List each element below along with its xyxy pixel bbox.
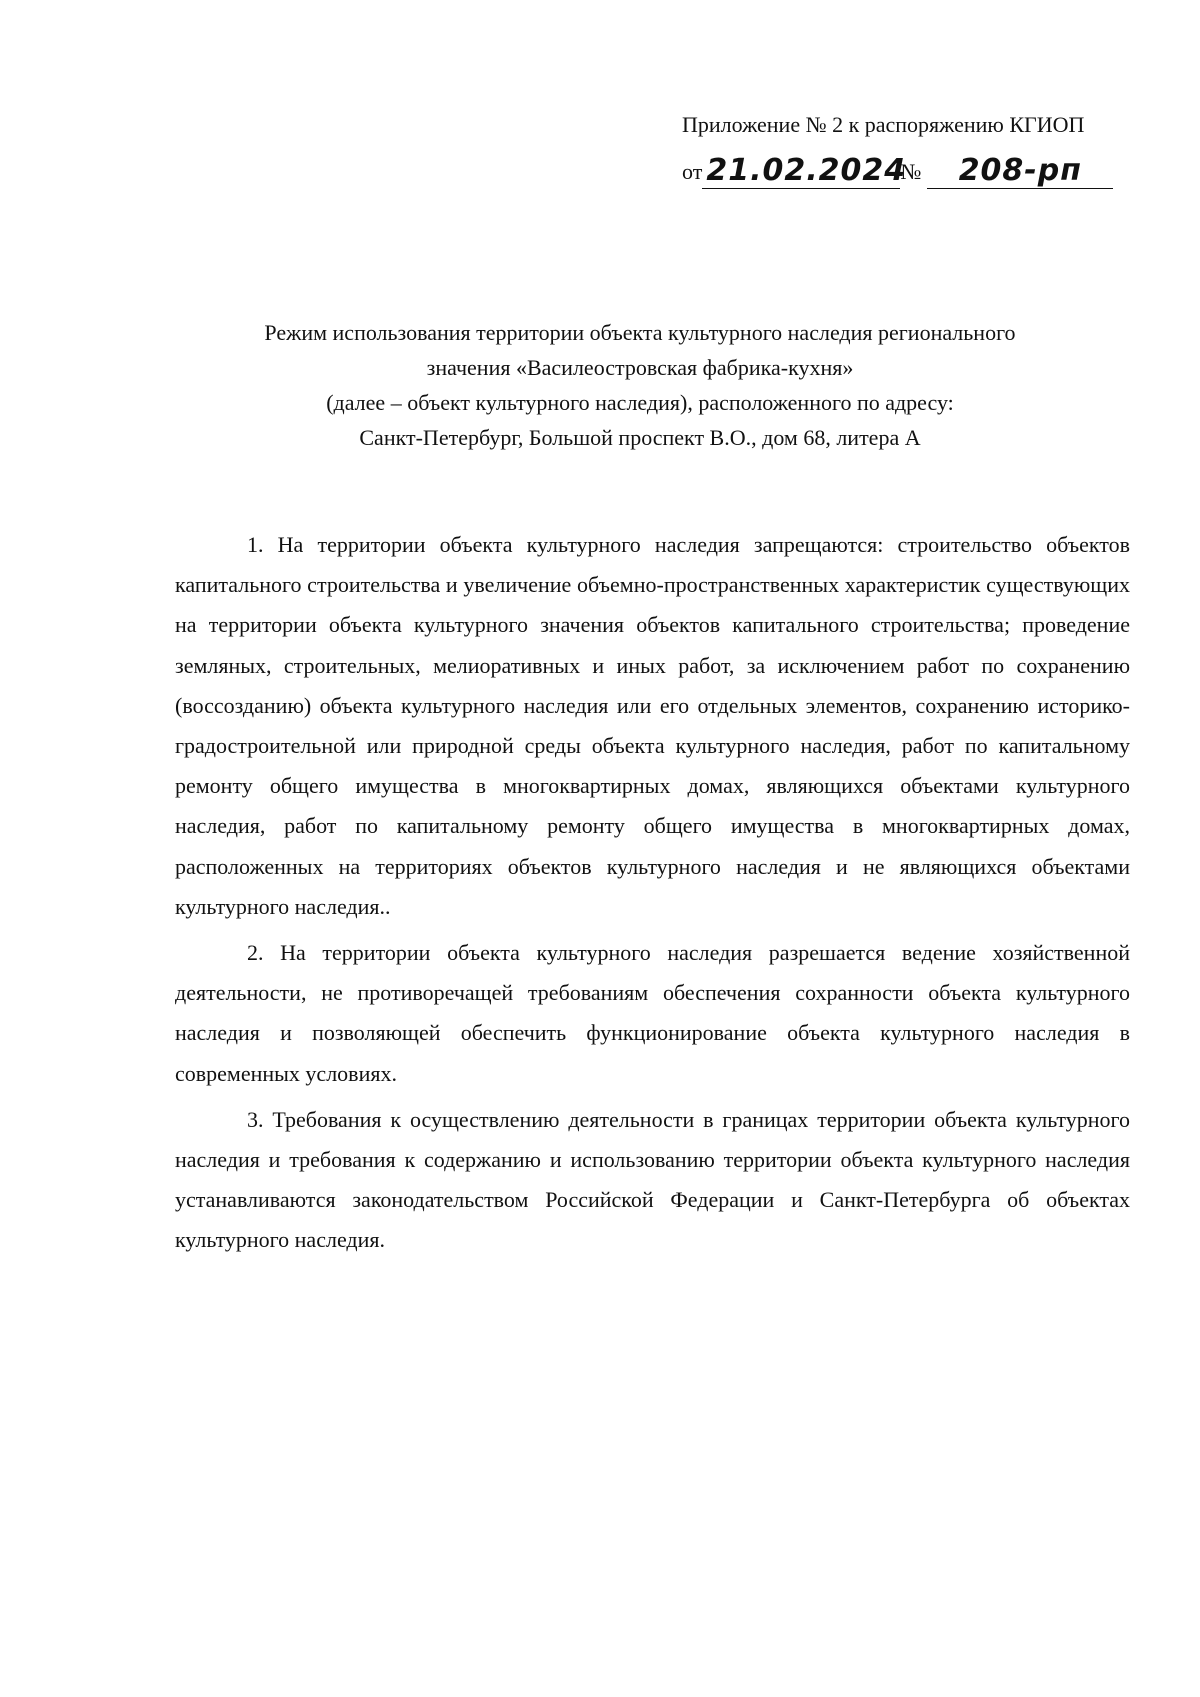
number-label: № xyxy=(900,159,922,184)
from-label: от xyxy=(682,159,703,184)
document-body xyxy=(175,525,1130,1267)
appendix-reference: Приложение № 2 к распоряжению КГИОП xyxy=(682,112,1085,137)
handwritten-order-number: 208-рп xyxy=(927,154,1113,189)
appendix-header xyxy=(682,110,1132,189)
handwritten-date: 21.02.2024 xyxy=(702,154,900,189)
paragraph-3: 3. Требования к осуществлению деятельности в границах территории объекта культурного наследия и требования к содержанию и использованию территории объекта культурного наследия устанавливаются законодательством Российской Федерации и Санкт-Петербурга об объектах культурного наследия. xyxy=(175,1106,1130,1253)
title-line: Санкт-Петербург, Большой проспект В.О., дом 68, литера А xyxy=(359,425,921,450)
document-title xyxy=(180,315,1100,455)
title-line: значения «Василеостровская фабрика-кухня» xyxy=(426,355,854,380)
paragraph-1: 1. На территории объекта культурного наследия запрещаются: строительство объектов капитального строительства и увеличение объемно-пространственных характеристик существующих на территории объекта культурного значения объектов капитального строительства; проведение земляных, строительных, мелиоративных и иных работ, за исключением работ по сохранению (воссозданию) объекта культурного наследия или его отдельных элементов, сохранению историко-градостроительной или природной среды объекта культурного наследия, работ по капитальному ремонту общего имущества в многоквартирных домах, являющихся объектами культурного наследия, работ по капитальному ремонту общего имущества в многоквартирных домах, расположенных на территориях объектов культурного наследия и не являющихся объектами культурного наследия.. xyxy=(175,532,1130,919)
paragraph-2: 2. На территории объекта культурного наследия разрешается ведение хозяйственной деятельности, не противоречащей требованиям обеспечения сохранности объекта культурного наследия и позволяющей обеспечить функционирование объекта культурного наследия в современных условиях. xyxy=(175,940,1130,1086)
title-line: Режим использования территории объекта культурного наследия регионального xyxy=(264,320,1016,345)
order-date-number-line xyxy=(682,154,1132,189)
title-line: (далее – объект культурного наследия), расположенного по адресу: xyxy=(326,390,954,415)
